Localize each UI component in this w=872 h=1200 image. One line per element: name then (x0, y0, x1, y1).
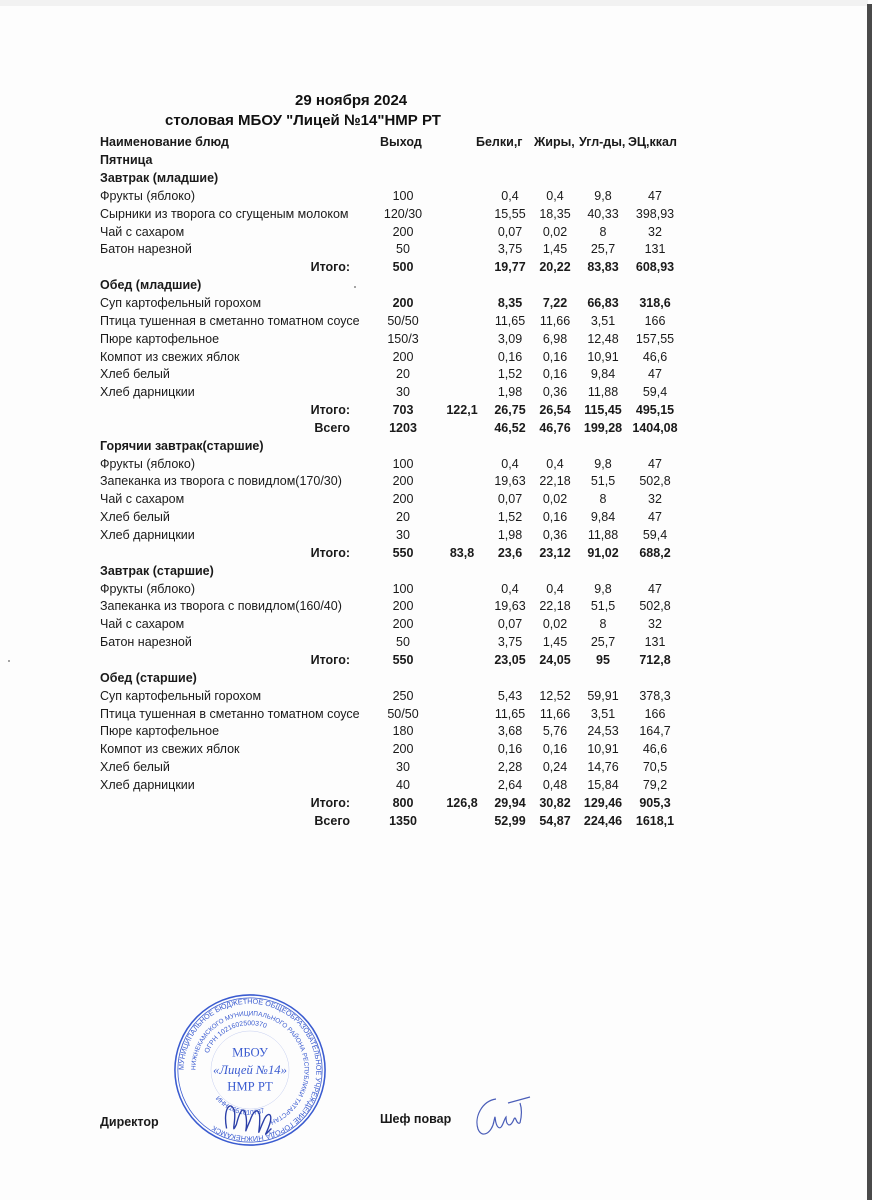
header-carbs: Угл-ды, (579, 135, 626, 149)
total-extra: 126,8 (446, 795, 478, 810)
dish-energy: 157,55 (635, 331, 675, 346)
dish-fat: 22,18 (539, 474, 571, 489)
dish-carbs: 51,5 (590, 599, 616, 614)
total-carbs: 95 (596, 652, 610, 667)
total-carbs: 199,28 (583, 420, 623, 435)
dish-output: 50/50 (387, 313, 419, 328)
dish-carbs: 3,51 (590, 313, 616, 328)
dish-name: Фрукты (яблоко) (100, 188, 195, 203)
total-energy: 1404,08 (632, 420, 678, 435)
dish-carbs: 9,84 (590, 510, 616, 525)
chef-signature (470, 1093, 532, 1143)
official-stamp (172, 992, 328, 1148)
dish-name: Птица тушенная в сметанно томатном соусе (100, 313, 360, 328)
total-output: 1350 (389, 813, 417, 828)
dish-name: Фрукты (яблоко) (100, 456, 195, 471)
total-label: Итого: (310, 545, 350, 560)
table-row (100, 187, 700, 205)
total-energy: 495,15 (635, 403, 675, 418)
total-carbs: 115,45 (584, 403, 622, 418)
dish-carbs: 40,33 (587, 206, 619, 221)
table-row (100, 776, 700, 794)
table-row (100, 472, 700, 490)
table-row (100, 240, 700, 258)
dish-name: Компот из свежих яблок (100, 349, 240, 364)
table-row (100, 383, 700, 401)
dish-fat: 0,4 (546, 456, 564, 471)
dish-output: 150/3 (387, 331, 419, 346)
dish-energy: 502,8 (639, 599, 671, 614)
dish-name: Хлеб белый (100, 510, 170, 525)
dish-fat: 18,35 (539, 206, 571, 221)
dish-output: 120/30 (383, 206, 423, 221)
dish-name: Компот из свежих яблок (100, 742, 240, 757)
dish-name: Запеканка из творога с повидлом(170/30) (100, 474, 342, 489)
dish-carbs: 24,53 (587, 724, 619, 739)
dish-protein: 1,52 (497, 367, 523, 382)
dish-carbs: 59,91 (587, 688, 619, 703)
dish-energy: 164,7 (639, 724, 671, 739)
dish-protein: 0,16 (497, 349, 523, 364)
table-row (100, 330, 700, 348)
dish-protein: 2,64 (497, 777, 523, 792)
dish-fat: 0,16 (542, 742, 568, 757)
dish-output: 30 (396, 385, 410, 400)
dish-name: Чай с сахаром (100, 617, 185, 632)
dish-protein: 3,75 (497, 635, 523, 650)
total-protein: 46,52 (494, 420, 526, 435)
section-title (100, 276, 700, 294)
dish-carbs: 25,7 (590, 242, 616, 257)
total-row (100, 419, 700, 437)
dish-energy: 318,6 (639, 295, 671, 310)
section-title-text: Завтрак (старшие) (100, 563, 214, 578)
dish-energy: 131 (644, 242, 666, 257)
total-fat: 24,05 (539, 652, 571, 667)
dish-name: Пюре картофельное (100, 724, 220, 739)
dish-energy: 46,6 (642, 742, 668, 757)
header-output: Выход (380, 135, 422, 149)
dish-name: Чай с сахаром (100, 224, 185, 239)
dish-name: Чай с сахаром (100, 492, 185, 507)
total-fat: 26,54 (539, 403, 571, 418)
dish-protein: 8,35 (497, 295, 523, 310)
dish-energy: 32 (648, 492, 662, 507)
dish-output: 20 (396, 367, 410, 382)
dish-protein: 15,55 (494, 206, 526, 221)
dish-output: 200 (392, 474, 414, 489)
dish-carbs: 11,88 (587, 385, 619, 400)
dish-output: 200 (392, 599, 414, 614)
dish-output: 50 (396, 635, 410, 650)
dish-carbs: 9,84 (590, 367, 616, 382)
dish-energy: 131 (644, 635, 666, 650)
section-title (100, 562, 700, 580)
table-row (100, 294, 700, 312)
dish-carbs: 8 (599, 224, 607, 239)
scan-top-edge (0, 0, 868, 6)
stamp-line-3: НМР РТ (227, 1079, 273, 1094)
dish-fat: 11,66 (539, 313, 571, 328)
dish-carbs: 15,84 (587, 777, 619, 792)
total-row (100, 651, 700, 669)
header-energy: ЭЦ,ккал (628, 135, 677, 149)
dish-fat: 0,4 (546, 581, 564, 596)
table-row (100, 687, 700, 705)
dish-name: Хлеб белый (100, 760, 170, 775)
dish-fat: 0,4 (546, 188, 564, 203)
section-title-text: Обед (старшие) (100, 670, 197, 685)
dish-protein: 3,09 (497, 331, 523, 346)
dish-fat: 11,66 (539, 706, 571, 721)
table-row (100, 705, 700, 723)
dish-name: Хлеб дарницкии (100, 777, 195, 792)
dish-carbs: 9,8 (594, 456, 612, 471)
dish-energy: 47 (648, 188, 662, 203)
dish-protein: 1,98 (497, 385, 523, 400)
dish-fat: 5,76 (542, 724, 568, 739)
total-protein: 52,99 (494, 813, 526, 828)
section-title (100, 169, 700, 187)
day-label (100, 151, 700, 169)
header-fat: Жиры, (534, 135, 575, 149)
total-output: 550 (392, 652, 414, 667)
dish-output: 200 (392, 295, 414, 310)
table-row (100, 615, 700, 633)
total-label: Всего (314, 813, 350, 828)
dish-fat: 0,02 (542, 224, 568, 239)
document-organization: столовая МБОУ "Лицей №14"НМР РТ (165, 112, 441, 129)
dish-energy: 59,4 (642, 528, 668, 542)
dish-protein: 0,4 (501, 188, 519, 203)
total-protein: 26,75 (494, 403, 526, 418)
total-fat: 54,87 (539, 813, 571, 828)
dish-protein: 0,07 (497, 617, 523, 632)
dish-energy: 502,8 (639, 474, 671, 489)
section-title (100, 669, 700, 687)
dish-output: 50/50 (387, 706, 419, 721)
dish-fat: 1,45 (542, 635, 568, 650)
dish-fat: 0,16 (542, 349, 568, 364)
section-title-text: Обед (младшие) (100, 278, 202, 293)
total-carbs: 83,83 (587, 260, 619, 275)
table-row (100, 758, 700, 776)
total-carbs: 129,46 (583, 795, 623, 810)
dish-protein: 1,98 (497, 528, 523, 542)
table-row (100, 365, 700, 383)
total-protein: 23,6 (497, 545, 523, 560)
dish-name: Хлеб дарницкии (100, 385, 195, 400)
total-extra: 83,8 (449, 545, 475, 560)
dish-protein: 11,65 (494, 313, 526, 328)
stamp-ogrn-text: ОГРН 1021602500370 (203, 1020, 268, 1055)
dish-output: 30 (396, 528, 410, 542)
dish-protein: 2,28 (497, 760, 523, 775)
dish-carbs: 66,83 (587, 295, 619, 310)
dish-carbs: 14,76 (587, 760, 619, 775)
dish-energy: 378,3 (639, 688, 671, 703)
dish-protein: 0,16 (497, 742, 523, 757)
dish-protein: 19,63 (494, 599, 526, 614)
table-row (100, 223, 700, 241)
dish-protein: 19,63 (494, 474, 526, 489)
dish-energy: 166 (644, 313, 666, 328)
dish-name: Батон нарезной (100, 242, 192, 257)
total-row (100, 812, 700, 830)
total-fat: 46,76 (539, 420, 571, 435)
dish-carbs: 8 (599, 617, 607, 632)
total-label: Итого: (310, 795, 350, 810)
scan-right-edge (867, 4, 872, 1200)
dish-energy: 46,6 (642, 349, 668, 364)
stamp-line-1: МБОУ (232, 1045, 268, 1060)
total-label: Итого: (310, 403, 350, 418)
dish-fat: 0,24 (542, 760, 568, 775)
dish-fat: 0,16 (542, 510, 568, 525)
dish-energy: 70,5 (642, 760, 668, 775)
dish-protein: 0,4 (501, 456, 519, 471)
dish-name: Суп картофельный горохом (100, 295, 262, 310)
dish-energy: 398,93 (635, 206, 675, 221)
dish-fat: 6,98 (542, 331, 568, 346)
section-title (100, 437, 700, 455)
dish-protein: 5,43 (497, 688, 523, 703)
dish-name: Суп картофельный горохом (100, 688, 262, 703)
table-row (100, 490, 700, 508)
dish-energy: 47 (648, 456, 662, 471)
dish-output: 100 (392, 456, 414, 471)
table-header (100, 133, 700, 151)
scan-speck (8, 660, 10, 662)
total-fat: 20,22 (539, 260, 571, 275)
dish-output: 200 (392, 617, 414, 632)
total-protein: 23,05 (494, 652, 526, 667)
header-name: Наименование блюд (100, 135, 229, 149)
total-carbs: 91,02 (587, 545, 619, 560)
dish-carbs: 9,8 (594, 581, 612, 596)
dish-output: 200 (392, 492, 414, 507)
dish-fat: 7,22 (542, 295, 568, 310)
dish-output: 250 (392, 688, 414, 703)
dish-carbs: 11,88 (587, 528, 619, 542)
dish-fat: 12,52 (539, 688, 571, 703)
total-output: 703 (392, 403, 414, 418)
dish-output: 40 (396, 777, 410, 792)
stamp-outer-ring-text: МУНИЦИПАЛЬНОЕ БЮДЖЕТНОЕ ОБЩЕОБРАЗОВАТЕЛЬНОЕ УЧРЕЖДЕНИЕ ГОРОДА НИЖНЕКАМСК (176, 996, 324, 1144)
dish-name: Сырники из творога со сгущеным молоком (100, 206, 349, 221)
dish-protein: 3,75 (497, 242, 523, 257)
dish-output: 200 (392, 742, 414, 757)
dish-energy: 32 (648, 617, 662, 632)
dish-fat: 0,36 (542, 385, 568, 400)
dish-name: Запеканка из творога с повидлом(160/40) (100, 599, 342, 614)
dish-carbs: 8 (599, 492, 607, 507)
total-row (100, 258, 700, 276)
total-extra: 122,1 (446, 403, 478, 418)
dish-energy: 59,4 (642, 385, 668, 400)
total-fat: 23,12 (539, 545, 571, 560)
total-row (100, 544, 700, 562)
dish-protein: 3,68 (497, 724, 523, 739)
dish-name: Пюре картофельное (100, 331, 220, 346)
dish-protein: 1,52 (497, 510, 523, 525)
dish-fat: 1,45 (542, 242, 568, 257)
dish-energy: 32 (648, 224, 662, 239)
dish-output: 50 (396, 242, 410, 257)
stamp-inner-ring-text: НИЖНЕКАМСКОГО МУНИЦИПАЛЬНОГО РАЙОНА РЕСПУБЛИКИ ТАТАРСТАН (190, 1010, 310, 1126)
total-output: 550 (392, 545, 414, 560)
dish-output: 200 (392, 224, 414, 239)
dish-name: Хлеб белый (100, 367, 170, 382)
dish-carbs: 3,51 (590, 706, 616, 721)
chef-label: Шеф повар (380, 1112, 452, 1126)
total-carbs: 224,46 (583, 813, 623, 828)
dish-energy: 47 (648, 581, 662, 596)
dish-output: 180 (392, 724, 414, 739)
table-row (100, 740, 700, 758)
dish-output: 100 (392, 188, 414, 203)
section-title-text: Горячии завтрак(старшие) (100, 438, 264, 453)
dish-carbs: 9,8 (594, 188, 612, 203)
dish-protein: 0,07 (497, 224, 523, 239)
table-row (100, 633, 700, 651)
document-date: 29 ноября 2024 (295, 92, 408, 109)
dish-name: Хлеб дарницкии (100, 528, 195, 542)
table-row (100, 205, 700, 223)
dish-protein: 0,4 (501, 581, 519, 596)
table-row (100, 597, 700, 615)
table-row (100, 526, 700, 544)
total-output: 1203 (389, 420, 417, 435)
dish-carbs: 51,5 (590, 474, 616, 489)
dish-protein: 11,65 (494, 706, 526, 721)
total-output: 800 (392, 795, 414, 810)
total-label: Итого: (310, 652, 350, 667)
table-row (100, 348, 700, 366)
stamp-inn-text: ИНН 1651010787 (213, 1095, 266, 1117)
table-row (100, 580, 700, 598)
table-row (100, 722, 700, 740)
dish-energy: 166 (644, 706, 666, 721)
director-label: Директор (100, 1115, 159, 1129)
total-label: Всего (314, 420, 350, 435)
dish-energy: 47 (648, 510, 662, 525)
section-title-text: Завтрак (младшие) (100, 171, 219, 185)
dish-energy: 79,2 (642, 777, 668, 792)
dish-protein: 0,07 (497, 492, 523, 507)
table-row (100, 455, 700, 473)
total-energy: 688,2 (639, 545, 671, 560)
dish-output: 30 (396, 760, 410, 775)
total-protein: 29,94 (494, 795, 526, 810)
dish-output: 20 (396, 510, 410, 525)
total-output: 500 (392, 260, 414, 275)
dish-fat: 0,02 (542, 492, 568, 507)
total-row (100, 794, 700, 812)
total-energy: 905,3 (639, 795, 671, 810)
dish-output: 200 (392, 349, 414, 364)
dish-name: Фрукты (яблоко) (100, 581, 195, 596)
dish-name: Птица тушенная в сметанно томатном соусе (100, 706, 360, 721)
dish-carbs: 25,7 (590, 635, 616, 650)
dish-fat: 0,16 (542, 367, 568, 382)
table-row (100, 312, 700, 330)
dish-fat: 0,48 (542, 777, 568, 792)
total-energy: 1618,1 (635, 813, 675, 828)
total-energy: 608,93 (635, 260, 675, 275)
total-row (100, 401, 700, 419)
dish-carbs: 12,48 (587, 331, 619, 346)
total-protein: 19,77 (494, 260, 526, 275)
dish-fat: 0,02 (542, 617, 568, 632)
dish-fat: 22,18 (539, 599, 571, 614)
dish-energy: 47 (648, 367, 662, 382)
day-name: Пятница (100, 153, 153, 167)
dish-output: 100 (392, 581, 414, 596)
table-row (100, 508, 700, 526)
dish-carbs: 10,91 (587, 349, 619, 364)
total-fat: 30,82 (539, 795, 571, 810)
dish-carbs: 10,91 (587, 742, 619, 757)
dish-name: Батон нарезной (100, 635, 192, 650)
dish-fat: 0,36 (542, 528, 568, 542)
total-energy: 712,8 (639, 652, 671, 667)
total-label: Итого: (310, 260, 350, 275)
stamp-line-2: «Лицей №14» (213, 1062, 287, 1077)
header-protein: Белки,г (476, 135, 523, 149)
